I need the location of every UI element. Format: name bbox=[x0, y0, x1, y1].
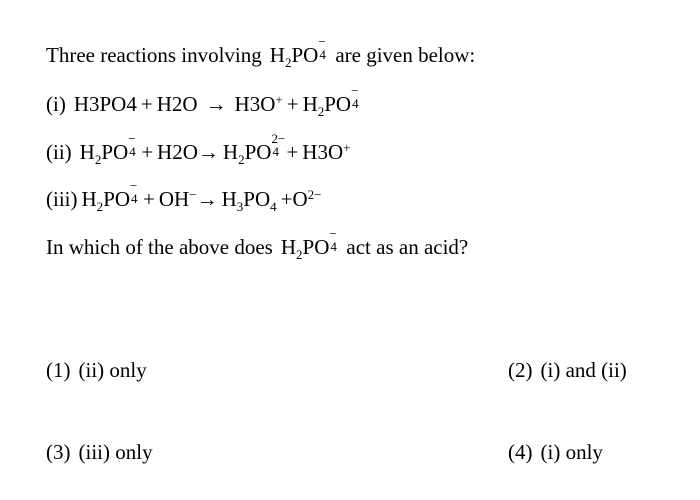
product-phosphoric-acid: $H_3PO_4$ bbox=[221, 187, 277, 214]
option-text: (i) and (ii) bbox=[540, 358, 627, 382]
query-text-after: act as an acid? bbox=[346, 235, 469, 259]
option-number: (1) bbox=[46, 358, 71, 382]
option-2[interactable] bbox=[508, 360, 627, 381]
reactant-hydroxide: OH− bbox=[158, 186, 197, 211]
reaction-3 bbox=[46, 178, 322, 214]
plus-sign: + bbox=[286, 92, 299, 116]
product-dihydrogen-phosphate: $H_2PO$ − 4 bbox=[302, 83, 359, 119]
question-intro bbox=[46, 34, 476, 70]
option-text: (i) only bbox=[540, 440, 603, 464]
reaction-2 bbox=[46, 131, 351, 167]
plus-sign: + bbox=[143, 187, 155, 211]
product-oxide: $O^{2-}$ bbox=[292, 186, 322, 211]
option-text: (ii) only bbox=[78, 358, 147, 382]
reaction-label: (iii) bbox=[46, 187, 78, 211]
reaction-arrow: → bbox=[197, 140, 219, 164]
reaction-arrow: → bbox=[196, 187, 218, 211]
reaction-label: (ii) bbox=[46, 140, 72, 164]
dihydrogen-phosphate-formula: $H_2PO$ − 4 bbox=[280, 226, 337, 262]
reactant-dihydrogen-phosphate: $H_2PO$ − 4 bbox=[79, 131, 136, 167]
plus-sign: + bbox=[141, 140, 154, 164]
reaction-arrow: → bbox=[205, 92, 227, 116]
option-3[interactable] bbox=[46, 442, 153, 463]
reactant-phosphoric-acid: H3PO4 bbox=[73, 92, 137, 116]
dihydrogen-phosphate-formula: $H_2PO$ − 4 bbox=[269, 34, 326, 70]
option-number: (2) bbox=[508, 358, 533, 382]
option-number: (4) bbox=[508, 440, 533, 464]
product-hydrogen-phosphate: $H_2PO$ 2− 4 bbox=[222, 131, 286, 167]
plus-sign: + bbox=[286, 140, 299, 164]
option-4[interactable] bbox=[508, 442, 603, 463]
option-number: (3) bbox=[46, 440, 71, 464]
reactant-water: H2O bbox=[157, 140, 198, 164]
product-hydronium: H3O+ bbox=[234, 91, 283, 116]
reaction-1 bbox=[46, 83, 360, 119]
question-query bbox=[46, 226, 469, 262]
reactant-water: H2O bbox=[156, 92, 198, 116]
query-text-before: In which of the above does bbox=[46, 235, 273, 259]
intro-text-before: Three reactions involving bbox=[46, 43, 262, 67]
intro-text-after: are given below: bbox=[335, 43, 476, 67]
option-text: (iii) only bbox=[78, 440, 153, 464]
product-hydronium: H3O+ bbox=[302, 139, 351, 164]
option-1[interactable] bbox=[46, 360, 147, 381]
plus-sign: + bbox=[140, 92, 153, 116]
reactant-dihydrogen-phosphate: $H_2PO$ − 4 bbox=[81, 178, 138, 214]
reaction-label: (i) bbox=[46, 92, 66, 116]
plus-sign: + bbox=[280, 187, 293, 211]
